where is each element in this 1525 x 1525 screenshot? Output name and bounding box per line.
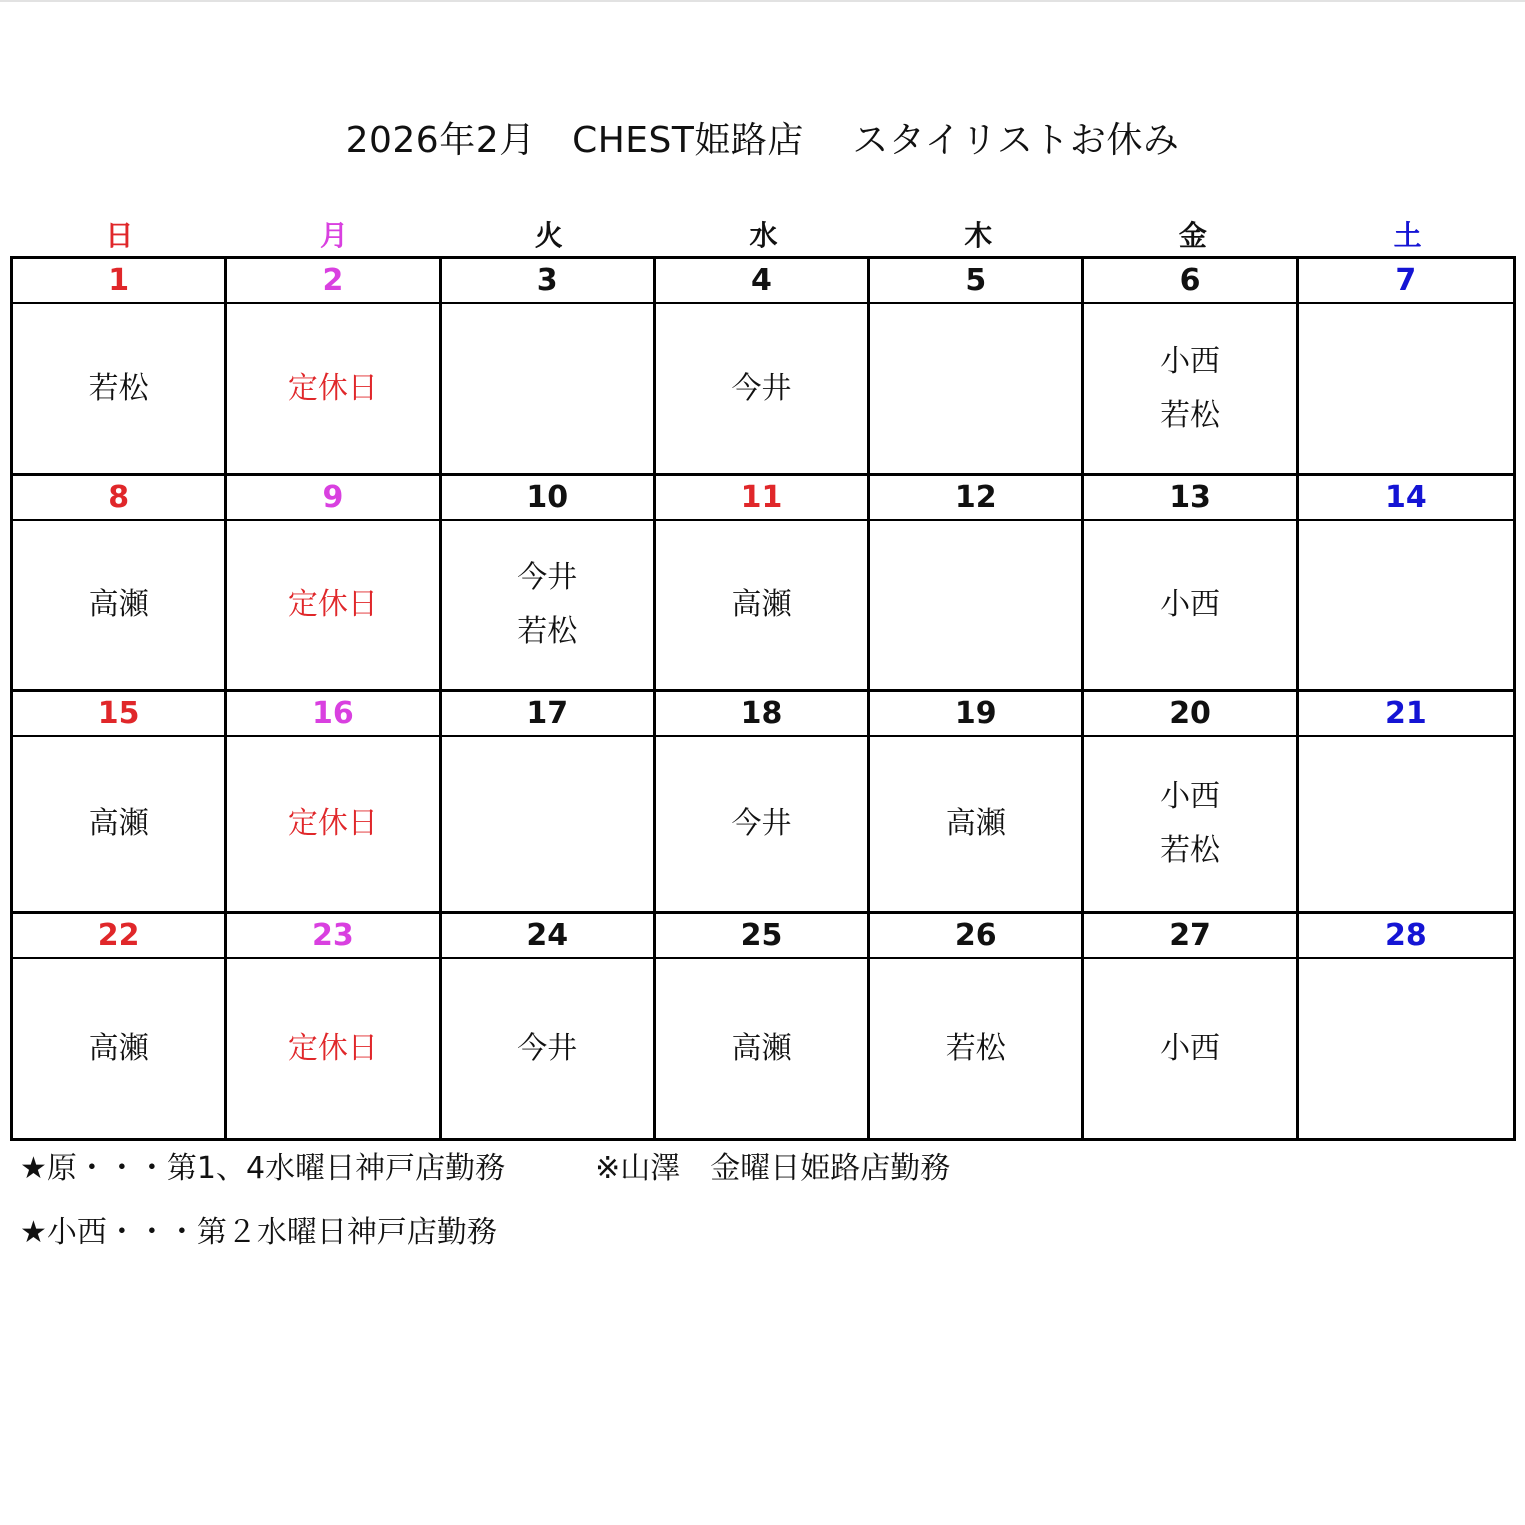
date-number: 17 (442, 692, 656, 737)
stylist-name: 高瀬 (88, 1030, 149, 1066)
date-number: 8 (13, 476, 227, 521)
stylist-name: 今井 (731, 806, 792, 841)
stylist-name: 小西 (1160, 1030, 1221, 1066)
note-line: ★原・・・第1、4水曜日神戸店勤務 ※山澤 金曜日姫路店勤務 (20, 1151, 951, 1186)
day-cell (1299, 521, 1513, 692)
stylist-name: 若松 (517, 614, 578, 649)
day-cell (1084, 521, 1298, 692)
stylist-name: 今井 (517, 1030, 578, 1066)
date-number: 5 (870, 259, 1084, 304)
day-cell (442, 959, 656, 1138)
calendar-grid (10, 256, 1516, 1141)
date-number: 20 (1084, 692, 1298, 737)
stylist-name: 高瀬 (88, 587, 149, 622)
weekday-label: 水 (749, 219, 778, 252)
stylist-name: 若松 (945, 1030, 1006, 1066)
date-number: 6 (1084, 259, 1298, 304)
date-number: 15 (13, 692, 227, 737)
stylist-name: 小西 (1160, 779, 1221, 814)
day-cell (870, 304, 1084, 476)
date-number: 18 (656, 692, 870, 737)
date-number: 9 (227, 476, 441, 521)
date-number: 10 (442, 476, 656, 521)
day-cell (227, 304, 441, 476)
day-cell (870, 737, 1084, 914)
stylist-name: 若松 (88, 370, 149, 406)
date-number: 16 (227, 692, 441, 737)
day-cell (656, 959, 870, 1138)
date-number: 7 (1299, 259, 1513, 304)
day-cell (1299, 959, 1513, 1138)
date-number: 3 (442, 259, 656, 304)
date-number: 4 (656, 259, 870, 304)
stylist-name: 高瀬 (731, 1030, 792, 1066)
date-number: 21 (1299, 692, 1513, 737)
day-cell (1084, 304, 1298, 476)
date-number: 27 (1084, 914, 1298, 959)
day-cell (13, 521, 227, 692)
note-line: ★小西・・・第２水曜日神戸店勤務 (20, 1215, 497, 1250)
top-divider (0, 0, 1525, 2)
stylist-name: 若松 (1160, 833, 1221, 868)
day-cell (656, 737, 870, 914)
day-cell (1299, 304, 1513, 476)
stylist-name: 高瀬 (945, 806, 1006, 841)
day-cell (13, 959, 227, 1138)
weekday-label: 土 (1393, 219, 1422, 252)
date-number: 25 (656, 914, 870, 959)
day-cell (13, 304, 227, 476)
date-number: 2 (227, 259, 441, 304)
date-number: 24 (442, 914, 656, 959)
date-number: 26 (870, 914, 1084, 959)
date-number: 19 (870, 692, 1084, 737)
day-cell (1084, 737, 1298, 914)
page-title: 2026年2月 CHEST姫路店 スタイリストお休み (345, 120, 1180, 161)
day-cell (870, 521, 1084, 692)
notes (20, 1147, 950, 1255)
weekday-label: 日 (105, 219, 134, 252)
day-cell (227, 737, 441, 914)
holiday-label: 定休日 (287, 1030, 378, 1066)
stylist-name: 高瀬 (731, 587, 792, 622)
holiday-label: 定休日 (287, 806, 378, 841)
weekday-header (12, 216, 1515, 256)
holiday-label: 定休日 (287, 587, 378, 622)
weekday-label: 火 (534, 219, 563, 252)
day-cell (442, 304, 656, 476)
stylist-name: 小西 (1160, 587, 1221, 622)
day-cell (442, 737, 656, 914)
date-number: 1 (13, 259, 227, 304)
day-cell (656, 521, 870, 692)
day-cell (870, 959, 1084, 1138)
date-number: 13 (1084, 476, 1298, 521)
date-number: 22 (13, 914, 227, 959)
day-cell (1084, 959, 1298, 1138)
date-number: 12 (870, 476, 1084, 521)
day-cell (442, 521, 656, 692)
stylist-name: 若松 (1160, 397, 1221, 433)
day-cell (13, 737, 227, 914)
date-number: 11 (656, 476, 870, 521)
date-number: 23 (227, 914, 441, 959)
weekday-label: 木 (964, 219, 993, 252)
stylist-name: 今井 (731, 370, 792, 406)
date-number: 28 (1299, 914, 1513, 959)
stylist-name: 小西 (1160, 343, 1221, 379)
stylist-name: 高瀬 (88, 806, 149, 841)
day-cell (227, 521, 441, 692)
stylist-name: 今井 (517, 560, 578, 595)
day-cell (1299, 737, 1513, 914)
date-number: 14 (1299, 476, 1513, 521)
day-cell (656, 304, 870, 476)
holiday-label: 定休日 (287, 370, 378, 406)
day-cell (227, 959, 441, 1138)
weekday-label: 金 (1178, 219, 1207, 252)
weekday-label: 月 (320, 219, 349, 252)
